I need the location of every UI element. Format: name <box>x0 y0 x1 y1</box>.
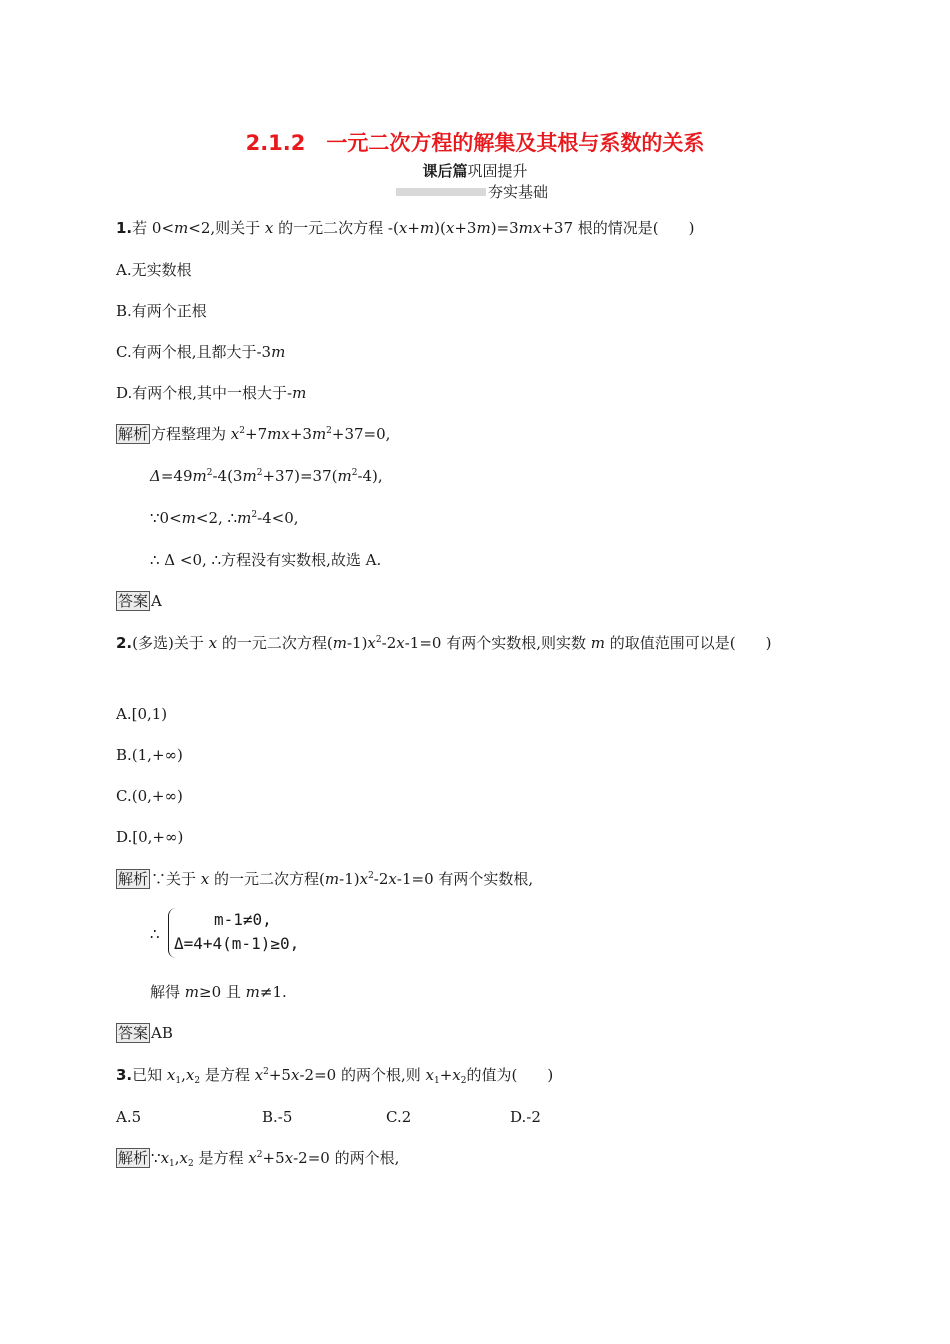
question-1-analysis-line-3: ∵0<m<2, $\therefore m^2-4<0$, <box>150 509 299 527</box>
page-title: 2.1.2 一元二次方程的解集及其根与系数的关系 <box>245 131 705 155</box>
answer-tag: 答案 <box>118 1024 149 1042</box>
question-2-analysis-line-3: 解得 m≥0 且 m≠1. <box>150 983 287 1001</box>
question-1-option-c: C.有两个根,且都大于-3m <box>116 343 286 361</box>
question-1-stem: 1.若 0<m<2,则关于 x 的一元二次方程 -(x+m)(x+3m)=3mx+37 根的情况是( ) <box>116 219 695 237</box>
question-1-option-d: D.有两个根,其中一根大于-m <box>116 384 307 402</box>
question-1-analysis-line-4: ∴ Δ <0, ∴方程没有实数根,故选 A. <box>150 551 382 569</box>
section-heading: 夯实基础 <box>488 183 549 201</box>
question-3-option-d: D.-2 <box>510 1108 541 1126</box>
subtitle: 课后篇巩固提升 <box>422 162 528 180</box>
system-line-2: Δ=4+4(m-1)≥0, <box>174 934 300 953</box>
system-line-1: m-1≠0, <box>214 910 272 929</box>
question-2-answer: 答案 AB <box>118 1024 173 1042</box>
question-1-analysis-line-2: $\Delta=49m^2-4(3m^2+37)=37(m^2-4)$, <box>150 467 383 485</box>
question-2-option-a: A.[0,1) <box>116 705 168 723</box>
question-3-option-b: B.-5 <box>262 1108 293 1126</box>
question-2-option-b: B.(1,+∞) <box>116 746 183 764</box>
question-1-option-a: A.无实数根 <box>116 261 192 279</box>
analysis-tag: 解析 <box>118 1149 149 1167</box>
question-3-stem: 3.已知 $x_1,x_2$ 是方程 $x^2+5x-2=0$ 的两个根,则 $x_1+x_2$的值为( ) <box>116 1066 554 1086</box>
question-3-option-c: C.2 <box>386 1108 412 1126</box>
question-1-answer: 答案 A <box>118 592 162 610</box>
question-2-option-d: D.[0,+∞) <box>116 828 184 846</box>
question-1-analysis-line-1: 解析 方程整理为 $x^2+7mx+3m^2+37=0$, <box>118 425 391 443</box>
analysis-tag: 解析 <box>118 425 149 443</box>
question-2-option-c: C.(0,+∞) <box>116 787 183 805</box>
question-2-analysis-line-1: 解析 ∵关于 x 的一元二次方程$(m-1)x^2-2x-1=0$ 有两个实数根, <box>118 870 534 888</box>
question-3-option-a: A.5 <box>116 1108 142 1126</box>
question-3-analysis-line-1: 解析 $\because x_1,x_2$ 是方程 $x^2+5x-2=0$ 的两个根, <box>118 1149 400 1169</box>
question-1-option-b: B.有两个正根 <box>116 302 207 320</box>
section-bar <box>396 188 486 196</box>
therefore-symbol: ∴ <box>150 925 160 943</box>
answer-tag: 答案 <box>118 592 149 610</box>
question-2-stem: 2.(多选)关于 x 的一元二次方程$(m-1)x^2-2x-1=0$ 有两个实数根,则实数 m 的取值范围可以是( ) <box>116 634 772 652</box>
analysis-tag: 解析 <box>118 870 149 888</box>
